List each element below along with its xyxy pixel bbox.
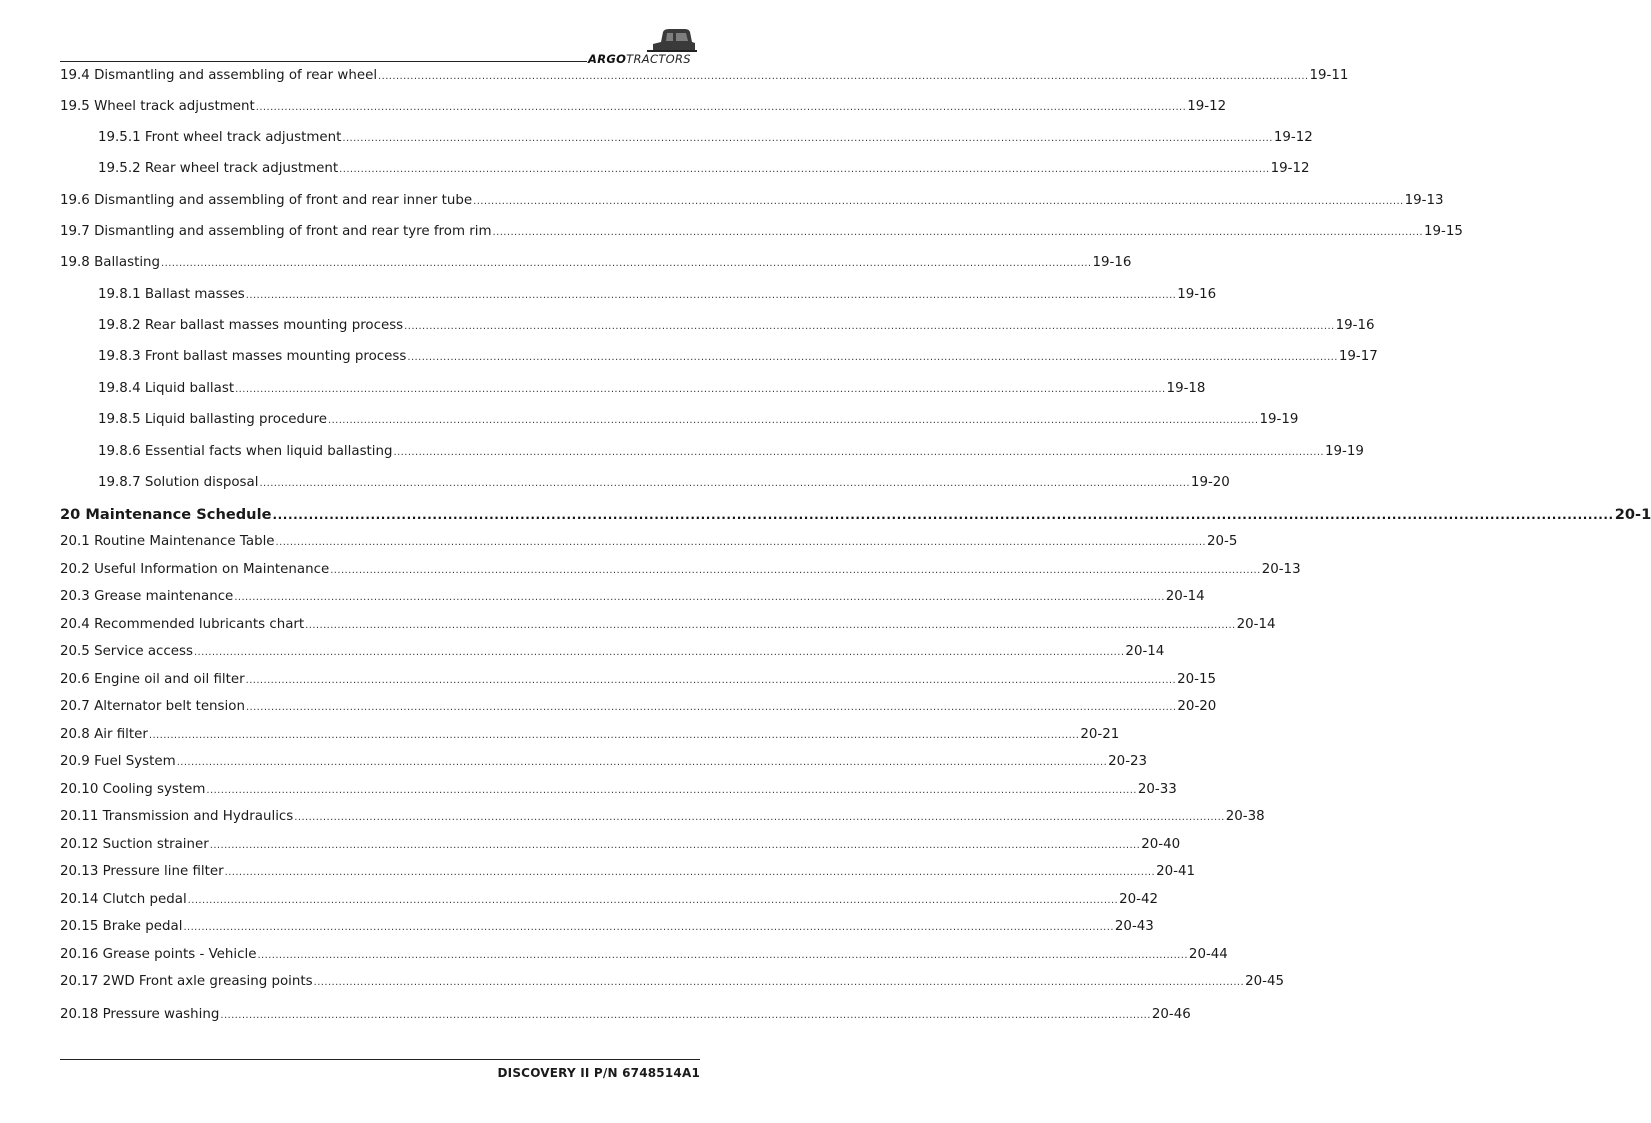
toc-entry[interactable] [60, 66, 1349, 86]
toc-entry[interactable] [60, 222, 1463, 242]
toc-entry-page: 19-15 [1424, 224, 1463, 239]
dot-leader: .................................................................................................................................................................................................................................................................... [259, 478, 1190, 489]
dot-leader: .................................................................................................................................................................................................................................................................... [235, 384, 1166, 395]
toc-entry-title: 20 Maintenance Schedule [60, 506, 272, 523]
toc-entry-page: 20-14 [1125, 644, 1165, 659]
toc-entry-title: 19.8.2 Rear ballast masses mounting process [98, 318, 404, 333]
toc-entry-page: 19-17 [1338, 349, 1378, 364]
toc-entry[interactable] [98, 316, 1375, 336]
dot-leader: .................................................................................................................................................................................................................................................................... [224, 867, 1156, 878]
toc-entry[interactable] [60, 862, 1195, 882]
toc-entry-page: 19-12 [1270, 161, 1310, 176]
toc-entry-page: 19-18 [1166, 381, 1206, 396]
dot-leader: .................................................................................................................................................................................................................................................................... [492, 227, 1424, 238]
brand-wordmark-bold: ARGO [588, 52, 627, 66]
dot-leader: .................................................................................................................................................................................................................................................................... [294, 812, 1225, 823]
dot-leader: .................................................................................................................................................................................................................................................................... [148, 730, 1080, 741]
toc-entry[interactable] [60, 191, 1444, 211]
toc-entry-title: 19.7 Dismantling and assembling of front and rear tyre from rim [60, 224, 492, 239]
dot-leader: .................................................................................................................................................................................................................................................................... [378, 71, 1309, 82]
toc-entry[interactable] [60, 253, 1132, 273]
toc-entry-page: 20-42 [1119, 892, 1159, 907]
toc-entry-page: 20-45 [1245, 974, 1285, 989]
dot-leader: .................................................................................................................................................................................................................................................................... [245, 702, 1177, 713]
toc-entry[interactable] [60, 725, 1120, 745]
toc-entry-title: 19.8.7 Solution disposal [98, 475, 259, 490]
toc-entry-title: 19.8.4 Liquid ballast [98, 381, 235, 396]
dot-leader: .................................................................................................................................................................................................................................................................... [206, 785, 1137, 796]
toc-entry-page: 20-23 [1108, 754, 1148, 769]
dot-leader: .................................................................................................................................................................................................................................................................... [193, 647, 1125, 658]
toc-entry-title: 20.16 Grease points - Vehicle [60, 947, 257, 962]
toc-entry[interactable] [98, 347, 1378, 367]
toc-entry-page: 19-11 [1309, 68, 1349, 83]
toc-entry[interactable] [98, 128, 1313, 148]
dot-leader: .................................................................................................................................................................................................................................................................... [305, 620, 1236, 631]
toc-entry[interactable] [60, 560, 1301, 580]
toc-entry-title: 19.6 Dismantling and assembling of front and rear inner tube [60, 193, 473, 208]
toc-entry-title: 20.7 Alternator belt tension [60, 699, 245, 714]
dot-leader: .................................................................................................................................................................................................................................................................... [245, 290, 1177, 301]
brand-wordmark-light: TRACTORS [626, 52, 691, 66]
dot-leader: .................................................................................................................................................................................................................................................................... [473, 196, 1404, 207]
toc-entry[interactable] [60, 670, 1216, 690]
dot-leader: .................................................................................................................................................................................................................................................................... [404, 321, 1335, 332]
toc-entry[interactable] [98, 410, 1299, 430]
toc-entry[interactable] [60, 917, 1154, 937]
toc-entry-page: 20-1 [1614, 506, 1651, 523]
toc-entry[interactable] [60, 752, 1148, 772]
toc-entry-page: 20-14 [1236, 617, 1276, 632]
toc-entry-title: 19.5.1 Front wheel track adjustment [98, 130, 342, 145]
toc-entry[interactable] [98, 285, 1217, 305]
toc-entry[interactable] [98, 442, 1364, 462]
dot-leader: .................................................................................................................................................................................................................................................................... [313, 977, 1245, 988]
toc-entry-page: 19-20 [1190, 475, 1230, 490]
toc-entry-page: 20-21 [1080, 727, 1120, 742]
toc-entry[interactable] [60, 835, 1181, 855]
dot-leader: .................................................................................................................................................................................................................................................................... [209, 840, 1141, 851]
dot-leader: .................................................................................................................................................................................................................................................................... [176, 757, 1108, 768]
toc-entry-page: 19-19 [1324, 444, 1364, 459]
dot-leader: .................................................................................................................................................................................................................................................................... [234, 592, 1165, 603]
dot-leader: .................................................................................................................................................................................................................................................................... [183, 922, 1114, 933]
toc-entry[interactable] [60, 890, 1159, 910]
toc-entry-title: 20.9 Fuel System [60, 754, 176, 769]
toc-entry[interactable] [60, 532, 1238, 552]
toc-entry[interactable] [60, 615, 1276, 635]
toc-entry-page: 20-15 [1177, 672, 1216, 687]
toc-entry-page: 19-16 [1177, 287, 1217, 302]
dot-leader: .................................................................................................................................................................................................................................................................... [245, 675, 1177, 686]
dot-leader: .................................................................................................................................................................................................................................................................... [257, 950, 1188, 961]
toc-entry-page: 20-13 [1261, 562, 1301, 577]
toc-entry[interactable] [60, 697, 1217, 717]
toc-entry-title: 19.8.1 Ballast masses [98, 287, 245, 302]
dot-leader: .................................................................................................................................................................................................................................................................... [407, 352, 1338, 363]
toc-entry-page: 19-19 [1259, 412, 1299, 427]
toc-entry-page: 20-20 [1177, 699, 1217, 714]
toc-entry[interactable] [98, 473, 1230, 493]
toc-entry-title: 20.2 Useful Information on Maintenance [60, 562, 330, 577]
toc-entry-title: 19.8 Ballasting [60, 255, 161, 270]
dot-leader: .................................................................................................................................................................................................................................................................... [339, 164, 1270, 175]
dot-leader: .................................................................................................................................................................................................................................................................... [275, 537, 1206, 548]
dot-leader: .................................................................................................................................................................................................................................................................... [220, 1010, 1151, 1021]
toc-entry-page: 20-33 [1137, 782, 1177, 797]
toc-entry-page: 19-12 [1273, 130, 1313, 145]
toc-entry-page: 19-12 [1187, 99, 1227, 114]
toc-entry[interactable] [60, 97, 1227, 117]
toc-entry-page: 20-5 [1207, 534, 1238, 549]
toc-entry-page: 19-16 [1335, 318, 1375, 333]
toc-entry-title: 20.1 Routine Maintenance Table [60, 534, 275, 549]
toc-entry[interactable] [60, 1005, 1191, 1025]
toc-entry-title: 20.17 2WD Front axle greasing points [60, 974, 313, 989]
footer-rule [60, 1059, 700, 1060]
dot-leader: .................................................................................................................................................................................................................................................................... [255, 102, 1187, 113]
toc-chapter-entry[interactable] [60, 505, 1651, 525]
toc-entry-page: 20-44 [1188, 947, 1228, 962]
dot-leader: .................................................................................................................................................................................................................................................................... [187, 895, 1119, 906]
toc-entry[interactable] [60, 945, 1228, 965]
toc-entry[interactable] [60, 642, 1165, 662]
toc-entry-title: 20.13 Pressure line filter [60, 864, 224, 879]
toc-entry-page: 20-38 [1225, 809, 1265, 824]
dot-leader: .................................................................................................................................................................................................................................................................... [330, 565, 1261, 576]
toc-entry-page: 19-16 [1092, 255, 1132, 270]
toc-entry-title: 19.8.6 Essential facts when liquid ballasting [98, 444, 393, 459]
toc-entry-title: 20.5 Service access [60, 644, 193, 659]
toc-entry[interactable] [98, 379, 1206, 399]
toc-entry-title: 20.14 Clutch pedal [60, 892, 187, 907]
toc-entry-page: 20-43 [1114, 919, 1154, 934]
toc-entry[interactable] [98, 159, 1310, 179]
dot-leader: .................................................................................................................................................................................................................................................................... [342, 133, 1273, 144]
toc-entry-title: 20.18 Pressure washing [60, 1007, 220, 1022]
toc-entry-title: 20.15 Brake pedal [60, 919, 183, 934]
document-id: DISCOVERY II P/N 6748514A1 [497, 1066, 700, 1080]
toc-entry[interactable] [60, 972, 1285, 992]
dot-leader: .................................................................................................................................................................................................................................................................... [272, 508, 1614, 522]
toc-entry-title: 20.10 Cooling system [60, 782, 206, 797]
toc-entry[interactable] [60, 807, 1265, 827]
toc-entry-page: 19-13 [1404, 193, 1444, 208]
dot-leader: .................................................................................................................................................................................................................................................................... [327, 415, 1259, 426]
toc-entry-title: 19.5 Wheel track adjustment [60, 99, 255, 114]
toc-entry-title: 19.4 Dismantling and assembling of rear wheel [60, 68, 378, 83]
toc-entry-title: 19.8.3 Front ballast masses mounting process [98, 349, 407, 364]
toc-entry-title: 20.11 Transmission and Hydraulics [60, 809, 294, 824]
toc-entry-title: 20.8 Air filter [60, 727, 148, 742]
toc-entry-page: 20-40 [1141, 837, 1181, 852]
toc-entry-title: 19.8.5 Liquid ballasting procedure [98, 412, 327, 427]
toc-entry-page: 20-14 [1165, 589, 1205, 604]
toc-entry[interactable] [60, 780, 1177, 800]
toc-entry-title: 20.4 Recommended lubricants chart [60, 617, 305, 632]
dot-leader: .................................................................................................................................................................................................................................................................... [393, 447, 1324, 458]
toc-entry-title: 19.5.2 Rear wheel track adjustment [98, 161, 339, 176]
toc-entry-title: 20.6 Engine oil and oil filter [60, 672, 245, 687]
dot-leader: .................................................................................................................................................................................................................................................................... [161, 258, 1092, 269]
toc-entry-page: 20-41 [1156, 864, 1195, 879]
toc-entry-title: 20.3 Grease maintenance [60, 589, 234, 604]
toc-entry-page: 20-46 [1151, 1007, 1191, 1022]
toc-entry-title: 20.12 Suction strainer [60, 837, 209, 852]
toc-entry[interactable] [60, 587, 1205, 607]
